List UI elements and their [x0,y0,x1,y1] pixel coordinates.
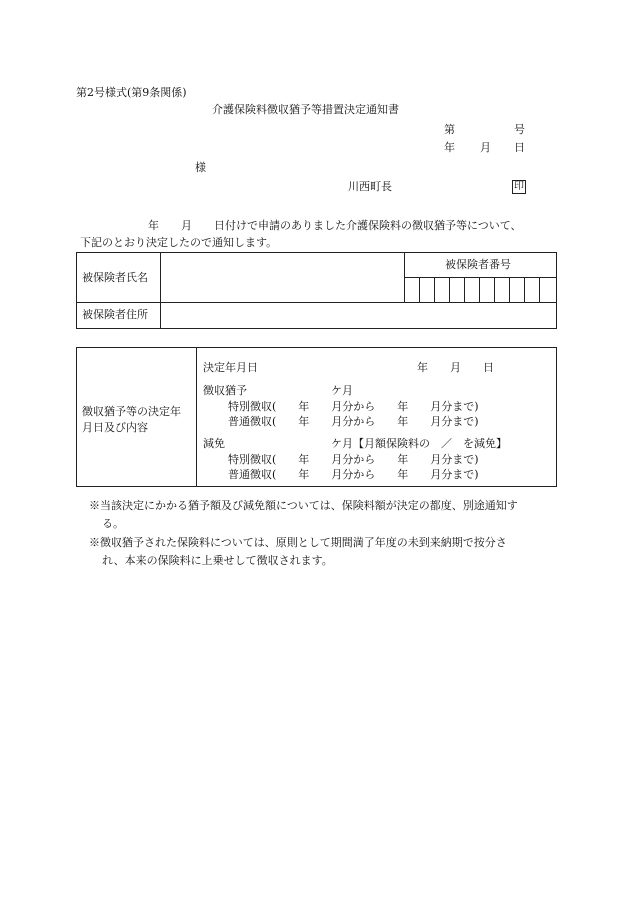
note-2-line-1: ※徴収猶予された保険料については、原則として期間満了年度の未到来納期で按分さ [89,536,507,549]
reduction-months: ケ月【月額保険料の ／ を減免】 [331,437,507,450]
issuer-name: 川西町長 [348,180,392,193]
ref-dai: 第 [444,123,455,136]
seal-stamp: 印 [514,181,524,192]
decision-date-units: 年 月 日 [417,361,494,374]
reduction-special-collection: 特別徴収( 年 月分から 年 月分まで) [228,453,479,466]
date-month: 月 [480,141,491,154]
date-year: 年 [444,141,455,154]
note-1-line-1: ※当該決定にかかる猶予額及び減免額については、保険料額が決定の都度、別途通知す [89,499,518,512]
insured-name-label: 被保険者氏名 [82,271,148,284]
grace-ordinary-collection: 普通徴収( 年 月分から 年 月分まで) [228,415,479,428]
insured-address-label: 被保険者住所 [82,308,148,321]
grace-label: 徴収猶予 [203,384,247,397]
decision-label-line-2: 月日及び内容 [82,421,148,434]
date-day: 日 [514,141,525,154]
decision-date-label: 決定年月日 [203,361,258,374]
reduction-ordinary-collection: 普通徴収( 年 月分から 年 月分まで) [228,468,479,481]
document-title: 介護保険料徴収猶予等措置決定通知書 [212,103,399,116]
intro-line-2: 下記のとおり決定したので通知します。 [80,236,278,249]
grace-months: ケ月 [331,384,353,397]
reduction-label: 減免 [203,437,225,450]
note-2-line-2: れ、本来の保険料に上乗せして徴収されます。 [102,554,333,567]
insured-number-label: 被保険者番号 [445,258,511,271]
ref-go: 号 [514,123,525,136]
grace-special-collection: 特別徴収( 年 月分から 年 月分まで) [228,400,479,413]
form-label: 第2号様式(第9条関係) [76,86,187,99]
intro-line-1: 年 月 日付けで申請のありました介護保険料の徴収猶予等について、 [148,219,522,232]
decision-label-line-1: 徴収猶予等の決定年 [82,405,181,418]
note-1-line-2: る。 [102,517,124,530]
recipient-honorific: 様 [195,161,206,174]
